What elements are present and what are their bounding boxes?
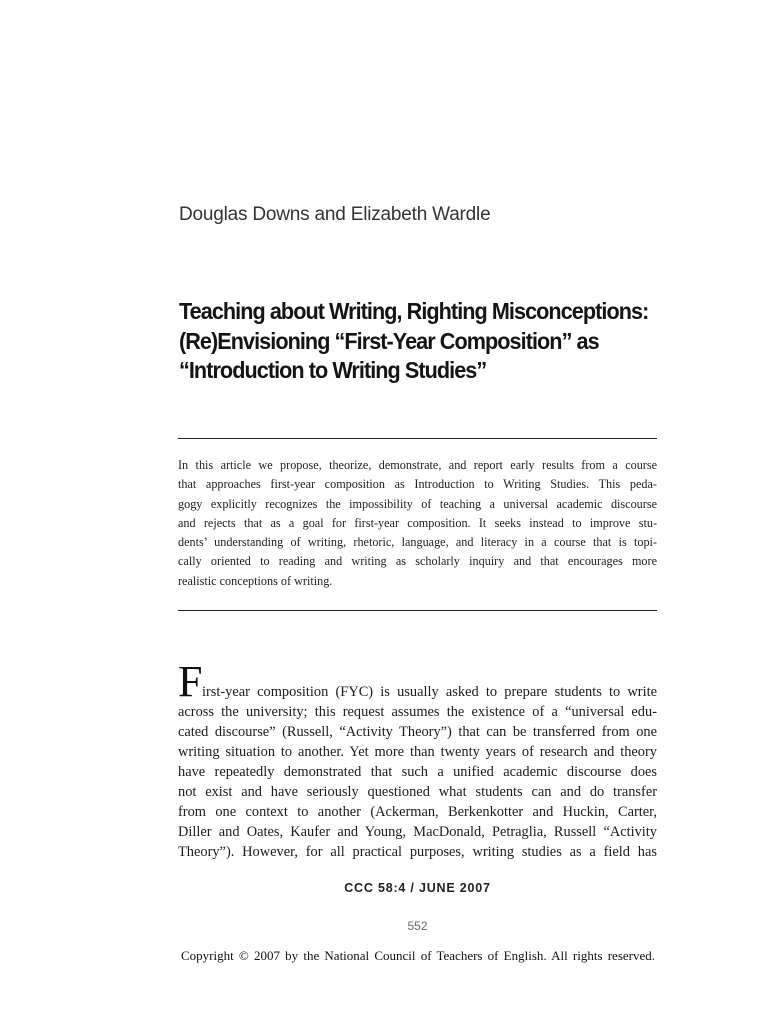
page-number: 552 xyxy=(407,919,428,933)
drop-cap: F xyxy=(178,657,203,706)
body-line: Diller and Oates, Kaufer and Young, MacDonald, Petraglia, Russell “Activity xyxy=(178,824,657,840)
title-line: Teaching about Writing, Righting Misconceptions: xyxy=(179,298,649,324)
abstract-bottom-rule xyxy=(178,610,657,611)
body-line: across the university; this request assumes the existence of a “universal edu- xyxy=(178,704,657,720)
title-line: (Re)Envisioning “First-Year Composition” as xyxy=(179,327,599,354)
abstract-line: gogy explicitly recognizes the impossibility of teaching a universal academic discourse xyxy=(178,496,657,511)
abstract-line: In this article we propose, theorize, demonstrate, and report early results from a course xyxy=(178,458,657,472)
first-body-line xyxy=(178,657,657,706)
title-line: “Introduction to Writing Studies” xyxy=(179,357,487,383)
body-line: have repeatedly demonstrated that such a unified academic discourse does xyxy=(178,764,657,780)
body-line: from one context to another (Ackerman, Berkenkotter and Huckin, Carter, xyxy=(178,804,657,820)
article-authors: Douglas Downs and Elizabeth Wardle xyxy=(179,204,491,225)
abstract-line: realistic conceptions of writing. xyxy=(178,573,333,588)
copyright-notice: Copyright © 2007 by the National Council of Teachers of English. All rights reserved. xyxy=(181,948,655,963)
body-line: cated discourse” (Russell, “Activity Theory”) that can be transferred from one xyxy=(178,724,657,740)
body-paragraph xyxy=(178,657,657,862)
journal-citation: CCC 58:4 / JUNE 2007 xyxy=(344,881,491,895)
abstract-line: dents’ understanding of writing, rhetoric, language, and literacy in a course that is topi- xyxy=(178,535,657,550)
abstract-line: cally oriented to reading and writing as scholarly inquiry and that encourages more xyxy=(178,554,657,569)
body-line: irst-year composition (FYC) is usually asked to prepare students to write xyxy=(202,684,657,700)
abstract-line: that approaches first-year composition as Introduction to Writing Studies. This peda- xyxy=(178,477,657,492)
abstract-line: and rejects that as a goal for first-year composition. It seeks instead to improve stu- xyxy=(178,515,657,530)
body-line: writing situation to another. Yet more than twenty years of research and theory xyxy=(178,744,657,760)
body-line: not exist and have seriously questioned what students can and do transfer xyxy=(178,784,657,800)
abstract-top-rule xyxy=(178,438,657,439)
article-title xyxy=(179,297,649,386)
abstract xyxy=(178,456,657,591)
body-line: Theory”). However, for all practical purposes, writing studies as a field has xyxy=(178,844,657,860)
